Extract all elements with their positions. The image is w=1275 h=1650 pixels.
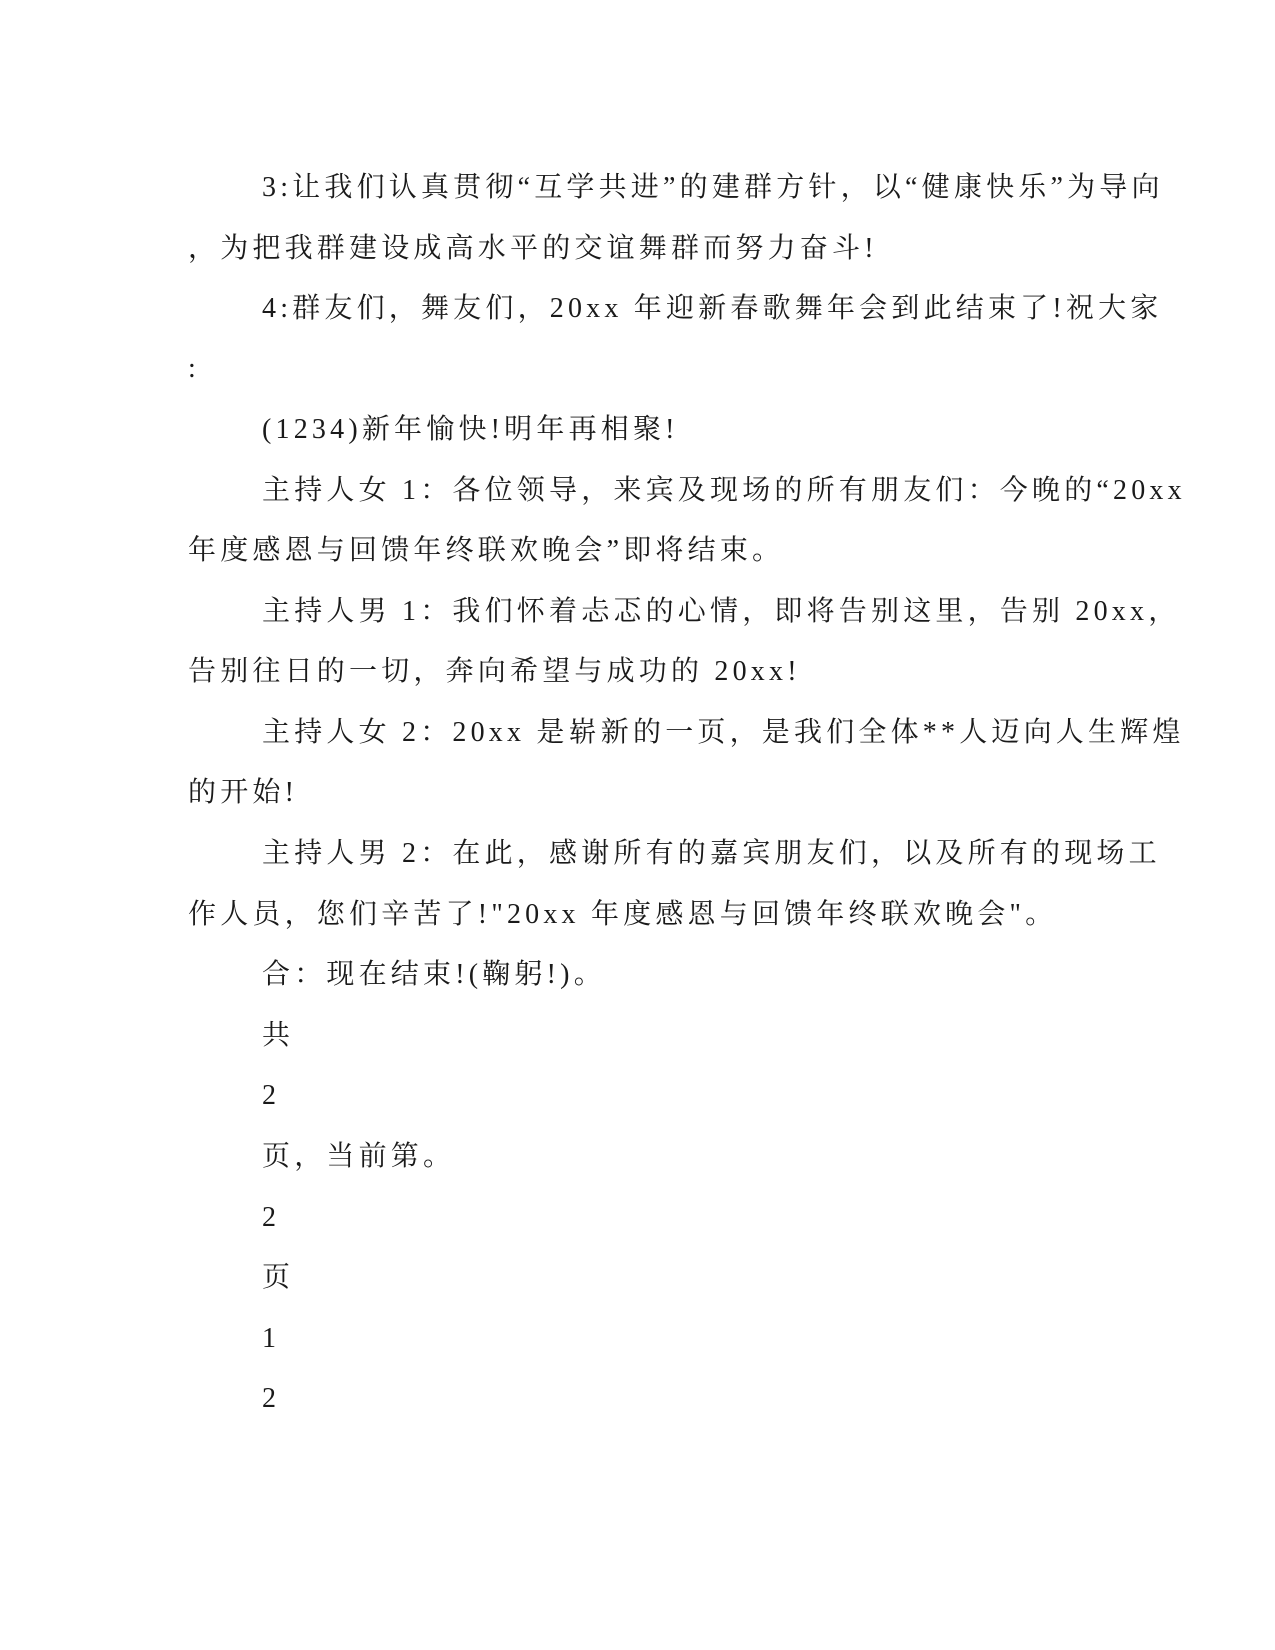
host-female-2-line-2: 的开始! [188, 777, 299, 808]
page-counter-total-prefix: 共 [262, 1020, 295, 1051]
page-counter-total: 2 [262, 1080, 281, 1111]
host-male-2-line-2: 作人员，您们辛苦了!"20xx 年度感恩与回馈年终联欢晚会"。 [188, 899, 1058, 930]
page-counter-suffix: 页 [262, 1262, 295, 1293]
page-counter-current: 2 [262, 1202, 281, 1233]
closing-line: 合：现在结束!(鞠躬!)。 [262, 959, 606, 990]
host-female-1-line-1: 主持人女 1：各位领导，来宾及现场的所有朋友们：今晚的“20xx [262, 475, 1186, 506]
paragraph-3-line-2: ，为把我群建设成高水平的交谊舞群而努力奋斗! [188, 233, 878, 264]
paragraph-1234: (1234)新年愉快!明年再相聚! [262, 414, 679, 445]
paragraph-4-line-1: 4:群友们，舞友们，20xx 年迎新春歌舞年会到此结束了!祝大家 [262, 293, 1163, 324]
host-male-1-line-2: 告别往日的一切，奔向希望与成功的 20xx! [188, 656, 801, 687]
host-male-1-line-1: 主持人男 1：我们怀着忐忑的心情，即将告别这里，告别 20xx， [262, 596, 1181, 627]
paragraph-3-line-1: 3:让我们认真贯彻“互学共进”的建群方针，以“健康快乐”为导向 [262, 172, 1164, 203]
host-female-1-line-2: 年度感恩与回馈年终联欢晚会”即将结束。 [188, 535, 785, 566]
host-male-2-line-1: 主持人男 2：在此，感谢所有的嘉宾朋友们，以及所有的现场工 [262, 838, 1161, 869]
page-link-2[interactable]: 2 [262, 1383, 281, 1414]
page-counter-current-text: 页，当前第。 [262, 1141, 456, 1172]
page-link-1[interactable]: 1 [262, 1323, 281, 1354]
paragraph-4-line-2: : [188, 353, 200, 384]
host-female-2-line-1: 主持人女 2：20xx 是崭新的一页，是我们全体**人迈向人生辉煌 [262, 717, 1185, 748]
